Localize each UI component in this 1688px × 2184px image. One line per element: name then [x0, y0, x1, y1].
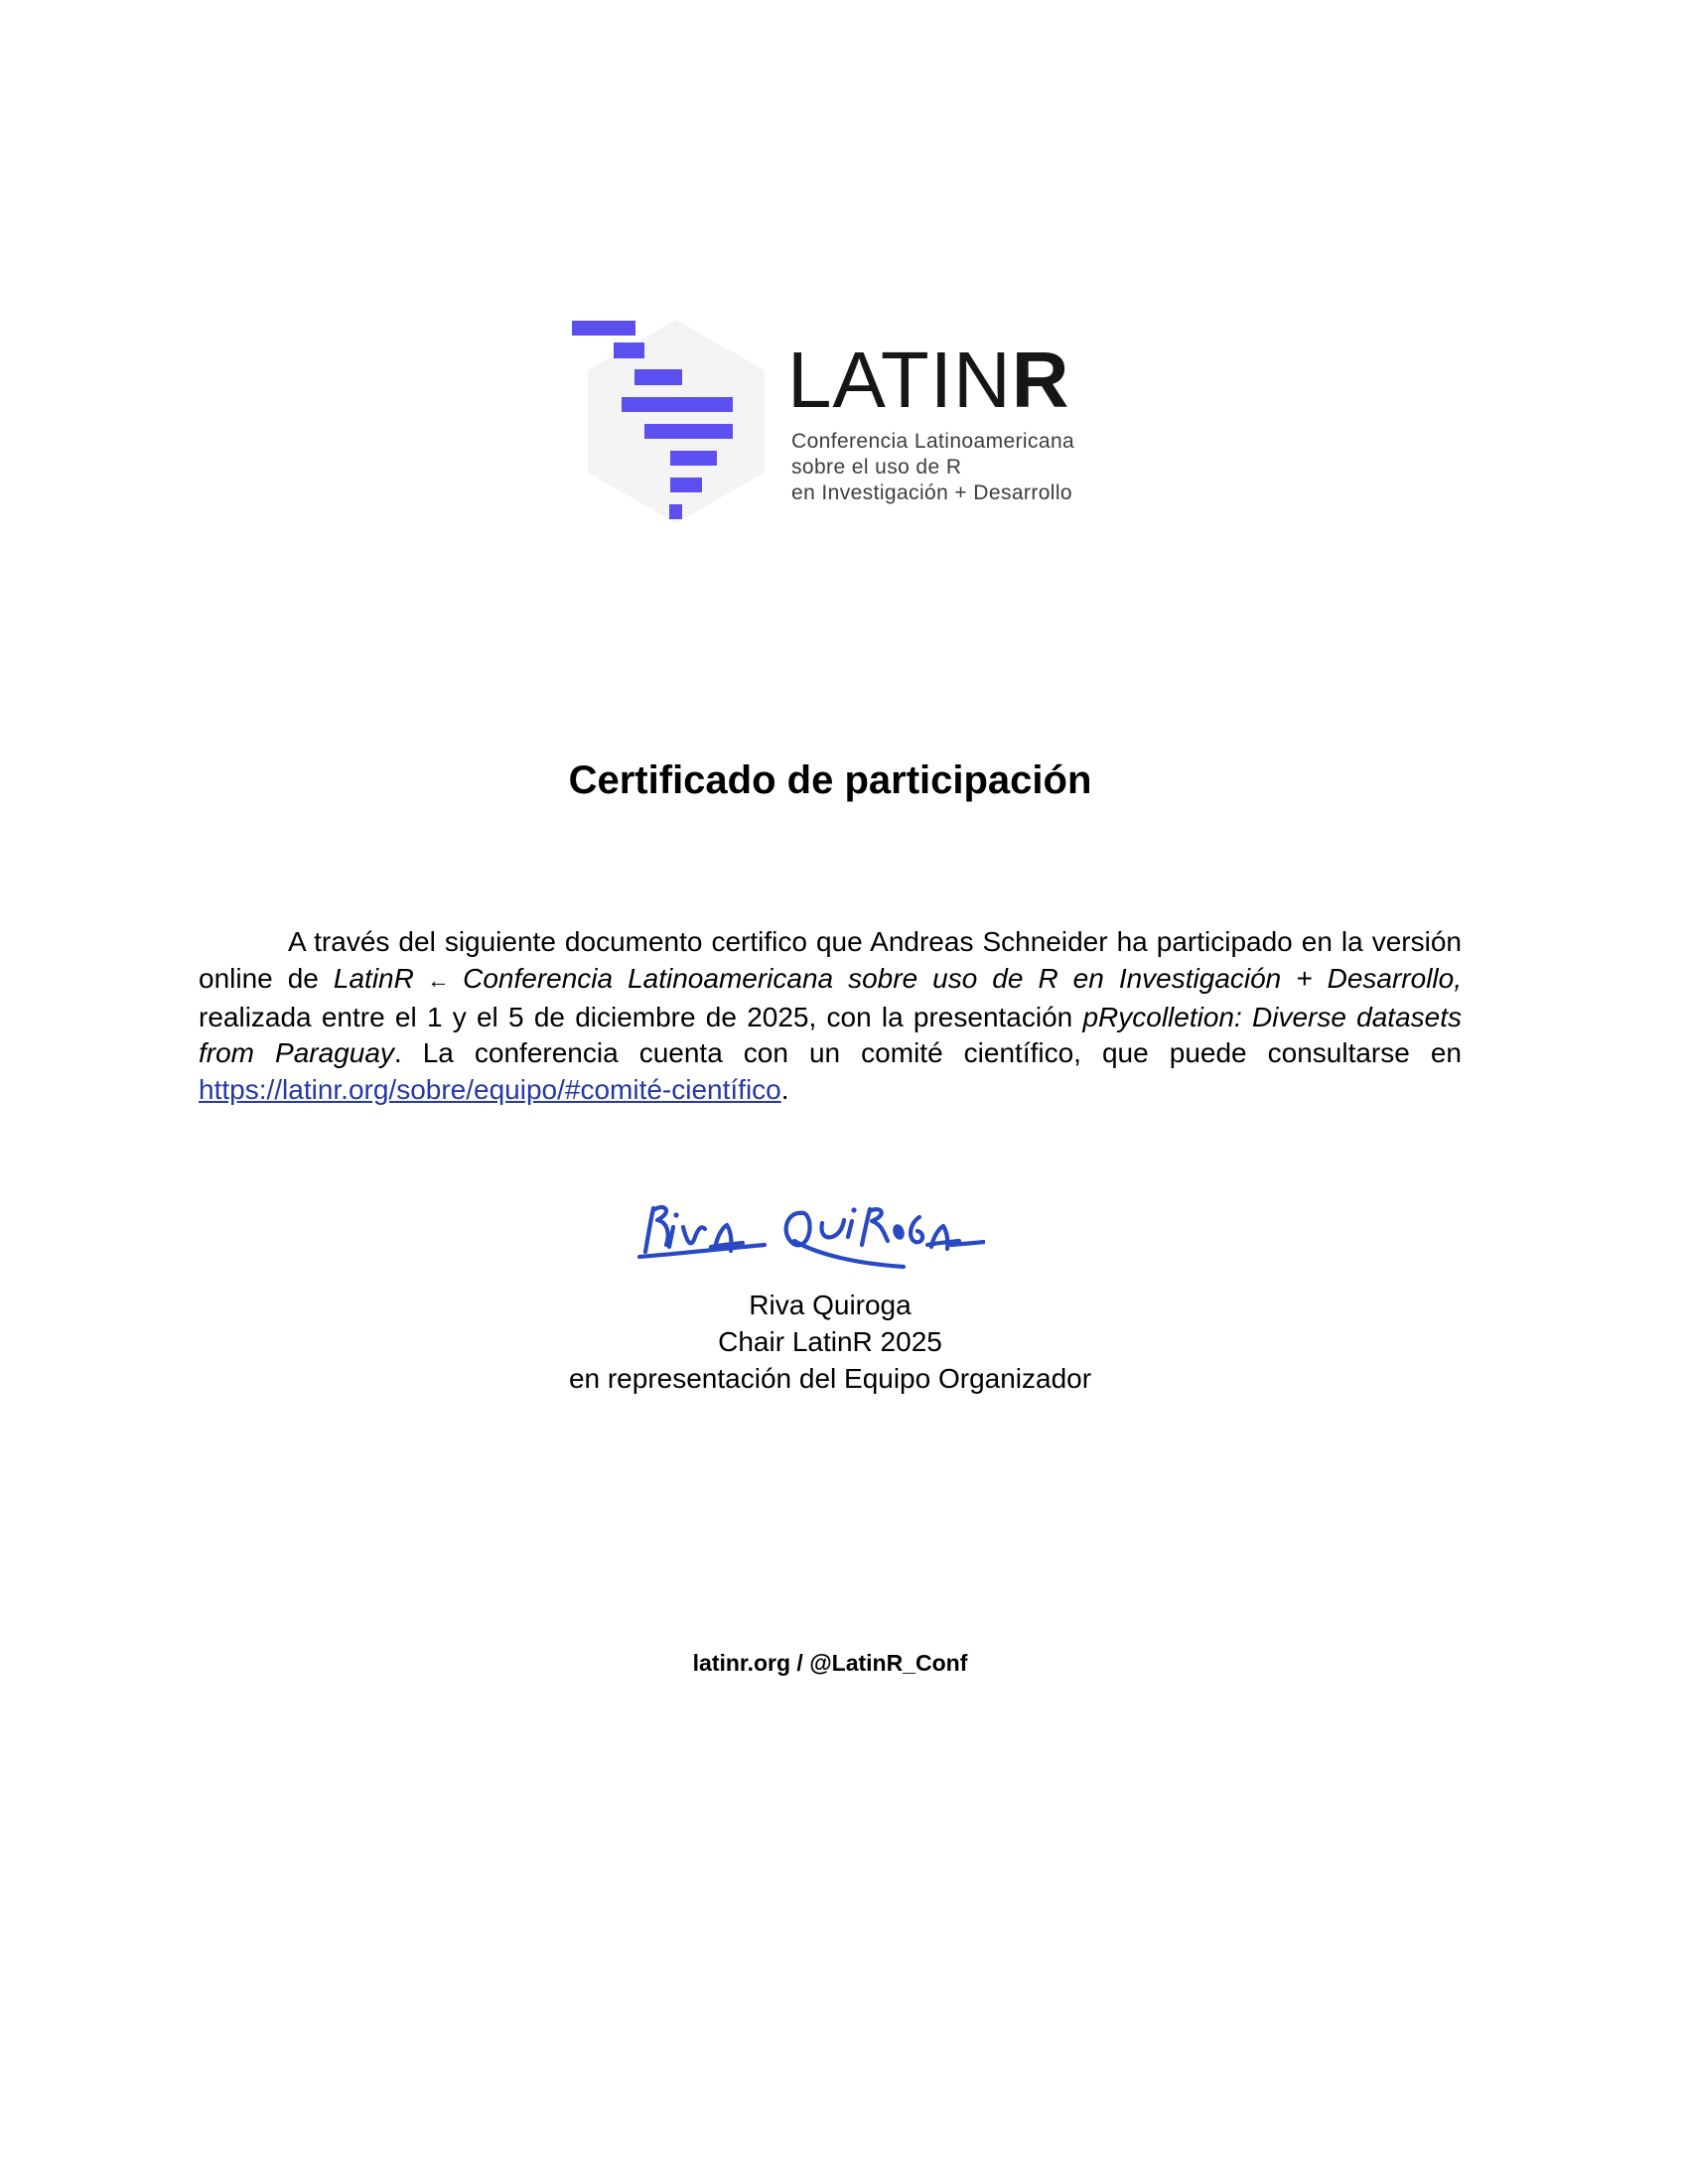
certificate-body-paragraph: [199, 924, 1462, 1109]
signer-representation: en representación del Equipo Organizador: [568, 1363, 1092, 1394]
tagline-line-3: en Investigación + Desarrollo: [791, 481, 1073, 504]
body-segment-normal: .: [780, 1074, 789, 1106]
body-segment-normal: A través del siguiente documento certifico que Andreas Schneider ha participado en la versión online de: [199, 926, 1462, 994]
body-segment-arrow: ←: [413, 967, 464, 993]
body-segment-italic: pRycolletion: Diverse datasets from Paraguay: [199, 1001, 1462, 1069]
certificate-title: Certificado de participación: [568, 757, 1092, 802]
wordmark-latin: LATIN: [787, 336, 1012, 424]
body-segment-normal: realizada entre el 1 y el 5 de diciembre de 2025, con la presentación: [199, 1001, 1083, 1032]
body-segment-normal: . La conferencia cuenta con un comité científico, que puede consultarse en: [393, 1037, 1463, 1069]
wordmark-r: R: [1011, 336, 1070, 424]
signer-name: Riva Quiroga: [749, 1290, 912, 1320]
footer-social-line: latinr.org / @LatinR_Conf: [692, 1650, 968, 1676]
signer-role: Chair LatinR 2025: [718, 1326, 942, 1357]
latinr-logo: [572, 320, 1088, 528]
scientific-committee-link[interactable]: https://latinr.org/sobre/equipo/#comité-científico: [199, 1074, 781, 1106]
logo-tagline: [791, 429, 1074, 506]
logo-wordmark: [787, 336, 1070, 424]
signature-handwriting: [637, 1202, 985, 1272]
tagline-line-2: sobre el uso de R: [791, 456, 962, 478]
body-segment-italic: Conferencia Latinoamericana sobre uso de R en Investigación + Desarrollo,: [463, 962, 1462, 994]
latinr-hexagon-bar-chart-icon: [572, 320, 771, 528]
signoff-block: [199, 1287, 1462, 1397]
body-segment-italic: LatinR: [333, 962, 414, 994]
tagline-line-1: Conferencia Latinoamericana: [791, 430, 1075, 453]
